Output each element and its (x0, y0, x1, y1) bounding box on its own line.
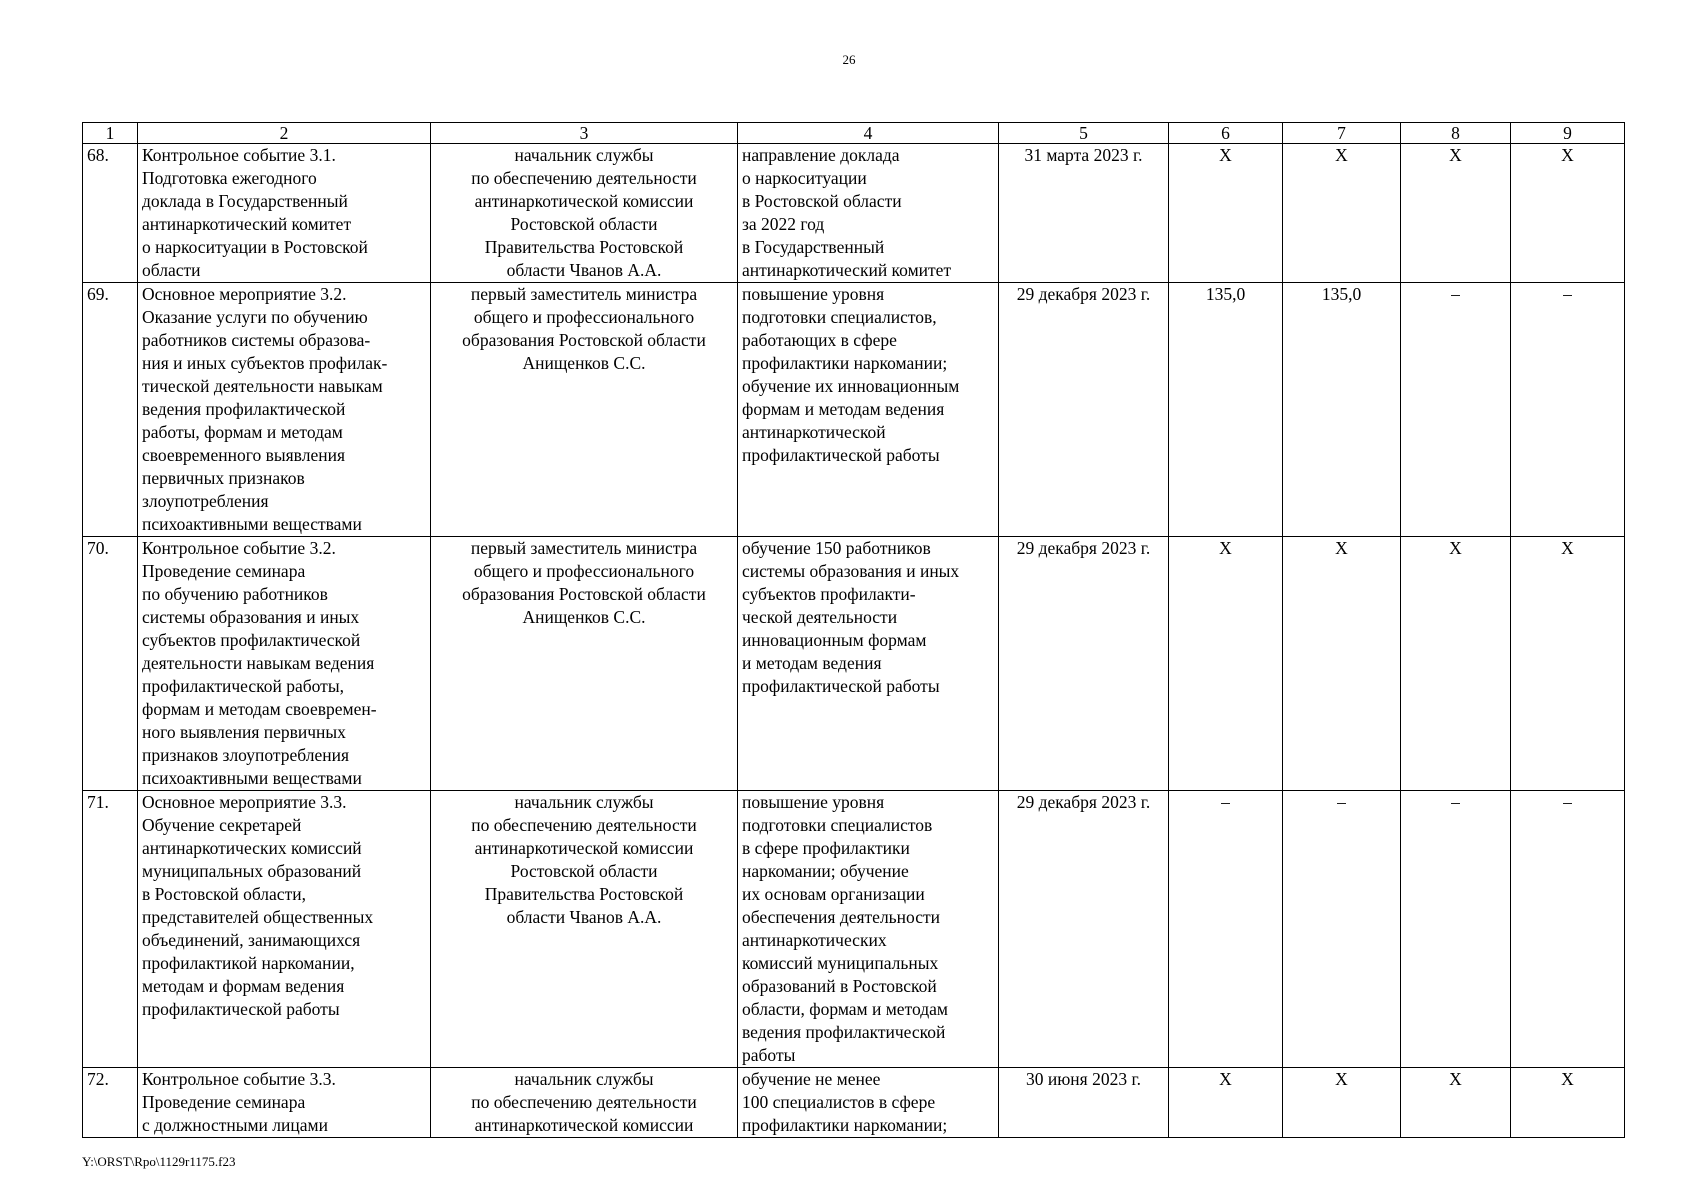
value-col-7: – (1283, 791, 1401, 1068)
column-header: 9 (1511, 123, 1625, 144)
value-col-6: – (1169, 791, 1283, 1068)
column-header: 7 (1283, 123, 1401, 144)
expected-result: направление доклада о наркоситуации в Ростовской области за 2022 год в Государственный антинаркотический комитет (738, 144, 999, 283)
value-col-6: Х (1169, 1068, 1283, 1138)
value-col-8: Х (1401, 1068, 1511, 1138)
table-header-row (83, 123, 1625, 144)
column-header: 4 (738, 123, 999, 144)
value-col-9: Х (1511, 144, 1625, 283)
table-row (83, 791, 1625, 1068)
value-col-9: Х (1511, 537, 1625, 791)
row-number: 70. (83, 537, 138, 791)
expected-result: обучение не менее 100 специалистов в сфере профилактики наркомании; (738, 1068, 999, 1138)
column-header: 6 (1169, 123, 1283, 144)
value-col-7: 135,0 (1283, 283, 1401, 537)
deadline-date: 29 декабря 2023 г. (999, 283, 1169, 537)
table-row (83, 537, 1625, 791)
expected-result: обучение 150 работников системы образования и иных субъектов профилакти- ческой деятельности инновационным формам и методам ведения профилактической работы (738, 537, 999, 791)
value-col-9: – (1511, 791, 1625, 1068)
value-col-7: Х (1283, 1068, 1401, 1138)
plan-table (82, 122, 1625, 1138)
value-col-8: Х (1401, 537, 1511, 791)
expected-result: повышение уровня подготовки специалистов в сфере профилактики наркомании; обучение их основам организации обеспечения деятельности антинаркотических комиссий муниципальных образований в Ростовской области, формам и методам ведения профилактической работы (738, 791, 999, 1068)
file-path-footer: Y:\ORST\Rpo\1129r1175.f23 (82, 1154, 236, 1169)
activity-name: Основное мероприятие 3.2. Оказание услуги по обучению работников системы образова- ния и иных субъектов профилак- тической деятельности навыкам ведения профилактической работы, формам и методам своевременного выявления первичных признаков злоупотребления психоактивными веществами (138, 283, 431, 537)
row-number: 72. (83, 1068, 138, 1138)
activity-name: Контрольное событие 3.1. Подготовка ежегодного доклада в Государственный антинаркотический комитет о наркоситуации в Ростовской области (138, 144, 431, 283)
column-header: 5 (999, 123, 1169, 144)
table-row (83, 144, 1625, 283)
activity-name: Контрольное событие 3.2. Проведение семинара по обучению работников системы образования и иных субъектов профилактической деятельности навыкам ведения профилактической работы, формам и методам своевремен- ного выявления первичных признаков злоупотребления психоактивными веществами (138, 537, 431, 791)
activity-name: Основное мероприятие 3.3. Обучение секретарей антинаркотических комиссий муниципальных образований в Ростовской области, представителей общественных объединений, занимающихся профилактикой наркомании, методам и формам ведения профилактической работы (138, 791, 431, 1068)
responsible-person: первый заместитель министра общего и профессионального образования Ростовской области Анищенков С.С. (431, 283, 738, 537)
value-col-7: Х (1283, 537, 1401, 791)
value-col-6: 135,0 (1169, 283, 1283, 537)
row-number: 68. (83, 144, 138, 283)
expected-result: повышение уровня подготовки специалистов, работающих в сфере профилактики наркомании; обучение их инновационным формам и методам ведения антинаркотической профилактической работы (738, 283, 999, 537)
value-col-9: Х (1511, 1068, 1625, 1138)
column-header: 2 (138, 123, 431, 144)
row-number: 69. (83, 283, 138, 537)
value-col-8: Х (1401, 144, 1511, 283)
value-col-8: – (1401, 283, 1511, 537)
value-col-9: – (1511, 283, 1625, 537)
value-col-6: Х (1169, 537, 1283, 791)
responsible-person: начальник службы по обеспечению деятельности антинаркотической комиссии Ростовской области Правительства Ростовской области Чванов А.А. (431, 791, 738, 1068)
column-header: 3 (431, 123, 738, 144)
table-row (83, 283, 1625, 537)
responsible-person: начальник службы по обеспечению деятельности антинаркотической комиссии (431, 1068, 738, 1138)
deadline-date: 31 марта 2023 г. (999, 144, 1169, 283)
responsible-person: первый заместитель министра общего и профессионального образования Ростовской области Анищенков С.С. (431, 537, 738, 791)
value-col-6: Х (1169, 144, 1283, 283)
page-number: 26 (842, 52, 856, 67)
column-header: 1 (83, 123, 138, 144)
table-row (83, 1068, 1625, 1138)
activity-name: Контрольное событие 3.3. Проведение семинара с должностными лицами (138, 1068, 431, 1138)
deadline-date: 29 декабря 2023 г. (999, 791, 1169, 1068)
value-col-8: – (1401, 791, 1511, 1068)
responsible-person: начальник службы по обеспечению деятельности антинаркотической комиссии Ростовской области Правительства Ростовской области Чванов А.А. (431, 144, 738, 283)
column-header: 8 (1401, 123, 1511, 144)
value-col-7: Х (1283, 144, 1401, 283)
row-number: 71. (83, 791, 138, 1068)
deadline-date: 29 декабря 2023 г. (999, 537, 1169, 791)
deadline-date: 30 июня 2023 г. (999, 1068, 1169, 1138)
